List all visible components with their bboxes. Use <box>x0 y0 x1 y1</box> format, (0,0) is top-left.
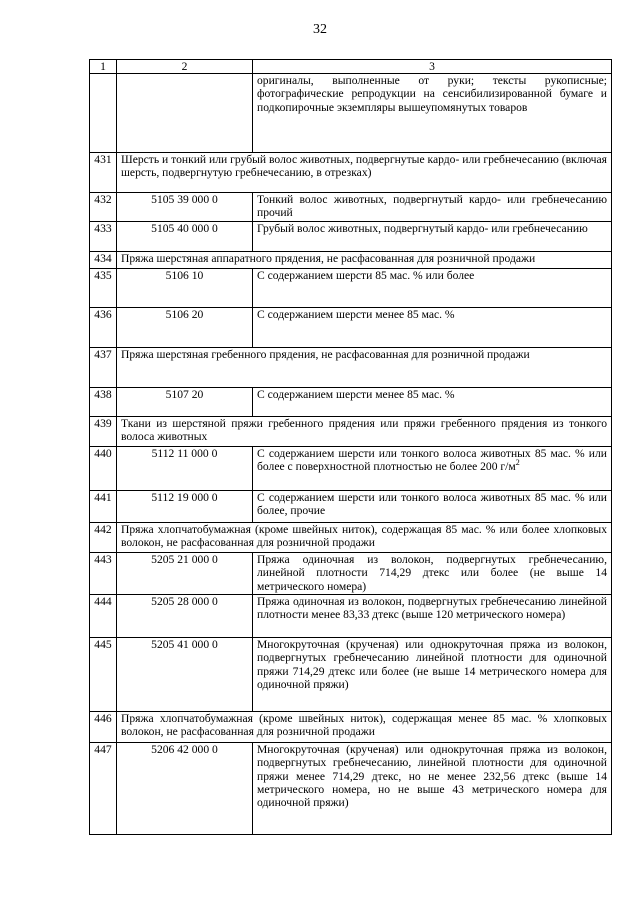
table-row-434 <box>90 252 612 269</box>
page-number: 32 <box>313 22 327 37</box>
row-num: 437 <box>90 348 117 388</box>
row-code: 5106 20 <box>117 308 253 348</box>
table-row-445 <box>90 638 612 712</box>
row-desc: Тонкий волос животных, подвергнутый кардо- или гребнечесанию прочий <box>253 193 612 222</box>
header-col-2: 2 <box>117 60 253 74</box>
continued-desc-cell: оригиналы, выполненные от руки; тексты рукописные; фотографические репродукции на сенсибилизированной бумаге и подкопирочные экземпляры вышеупомянутых товаров <box>253 74 612 153</box>
row-desc: Пряжа шерстяная гребенного прядения, не расфасованная для розничной продажи <box>117 348 612 388</box>
row-code: 5112 11 000 0 <box>117 447 253 491</box>
table-row-440 <box>90 447 612 491</box>
header-col-3: 3 <box>253 60 612 74</box>
row-code: 5112 19 000 0 <box>117 491 253 523</box>
row-num: 439 <box>90 417 117 447</box>
table-row-446 <box>90 712 612 743</box>
table-row-447 <box>90 743 612 835</box>
table-row-439 <box>90 417 612 447</box>
row-num: 446 <box>90 712 117 743</box>
row-desc: Пряжа хлопчатобумажная (кроме швейных ниток), содержащая менее 85 мас. % хлопковых волокон, не расфасованная для розничной продажи <box>117 712 612 743</box>
row-num-cell <box>90 74 117 153</box>
row-num: 443 <box>90 553 117 595</box>
row-desc: Пряжа хлопчатобумажная (кроме швейных ниток), содержащая 85 мас. % или более хлопковых волокон, не расфасованная для розничной продажи <box>117 523 612 553</box>
row-code: 5106 10 <box>117 269 253 308</box>
row-num: 442 <box>90 523 117 553</box>
table-row-438 <box>90 388 612 417</box>
row-desc: Пряжа шерстяная аппаратного прядения, не расфасованная для розничной продажи <box>117 252 612 269</box>
table-row-443 <box>90 553 612 595</box>
row-num: 434 <box>90 252 117 269</box>
row-desc <box>253 447 612 491</box>
table-header-row <box>90 60 612 74</box>
table-row-444 <box>90 595 612 638</box>
row-desc: С содержанием шерсти 85 мас. % или более <box>253 269 612 308</box>
table-row-431 <box>90 153 612 193</box>
superscript: 2 <box>515 458 520 468</box>
row-desc: С содержанием шерсти или тонкого волоса животных 85 мас. % или более, прочие <box>253 491 612 523</box>
table-row-437 <box>90 348 612 388</box>
row-desc: Грубый волос животных, подвергнутый кардо- или гребнечесанию <box>253 222 612 252</box>
row-num: 438 <box>90 388 117 417</box>
row-desc: Ткани из шерстяной пряжи гребенного прядения или пряжи гребенного прядения из тонкого волоса животных <box>117 417 612 447</box>
table-row-435 <box>90 269 612 308</box>
row-desc: Многокруточная (крученая) или однокруточная пряжа из волокон, подвергнутых гребнечесанию линейной плотности для одиночной пряжи 714,29 дтекс или более (не выше 14 метрического номера для одиночной пряжи) <box>253 638 612 712</box>
table-row-432 <box>90 193 612 222</box>
row-code: 5107 20 <box>117 388 253 417</box>
table-row-436 <box>90 308 612 348</box>
row-desc: Шерсть и тонкий или грубый волос животных, подвергнутые кардо- или гребнечесанию (включая шерсть, подвергнутую гребнечесанию, в отрезках) <box>117 153 612 193</box>
row-num: 433 <box>90 222 117 252</box>
row-code: 5205 41 000 0 <box>117 638 253 712</box>
row-code: 5205 21 000 0 <box>117 553 253 595</box>
header-col-1: 1 <box>90 60 117 74</box>
row-code: 5205 28 000 0 <box>117 595 253 638</box>
row-num: 441 <box>90 491 117 523</box>
table-row-441 <box>90 491 612 523</box>
continued-row <box>90 74 612 153</box>
row-desc: С содержанием шерсти менее 85 мас. % <box>253 388 612 417</box>
row-code-cell <box>117 74 253 153</box>
row-num: 444 <box>90 595 117 638</box>
table-row-433 <box>90 222 612 252</box>
row-desc: Пряжа одиночная из волокон, подвергнутых гребнечесанию, линейной плотности 714,29 дтекс или более (не выше 14 метрического номера) <box>253 553 612 595</box>
row-num: 447 <box>90 743 117 835</box>
row-num: 440 <box>90 447 117 491</box>
row-code: 5105 39 000 0 <box>117 193 253 222</box>
row-num: 432 <box>90 193 117 222</box>
row-desc: С содержанием шерсти менее 85 мас. % <box>253 308 612 348</box>
row-num: 445 <box>90 638 117 712</box>
row-code: 5105 40 000 0 <box>117 222 253 252</box>
row-desc: Пряжа одиночная из волокон, подвергнутых гребнечесанию линейной плотности менее 83,33 дтекс (выше 120 метрического номера) <box>253 595 612 638</box>
row-code: 5206 42 000 0 <box>117 743 253 835</box>
tariff-table <box>89 59 612 835</box>
row-num: 435 <box>90 269 117 308</box>
table-row-442 <box>90 523 612 553</box>
row-desc-text: С содержанием шерсти или тонкого волоса животных 85 мас. % или более с поверхностной плотностью не более 200 г/м <box>257 447 607 474</box>
row-num: 431 <box>90 153 117 193</box>
row-num: 436 <box>90 308 117 348</box>
row-desc: Многокруточная (крученая) или однокруточная пряжа из волокон, подвергнутых гребнечесанию, линейной плотности для одиночной пряжи менее 714,29 дтекс, но не менее 232,56 дтекс (выше 14 метрического номера, но не выше 43 метрического номера для одиночной пряжи) <box>253 743 612 835</box>
